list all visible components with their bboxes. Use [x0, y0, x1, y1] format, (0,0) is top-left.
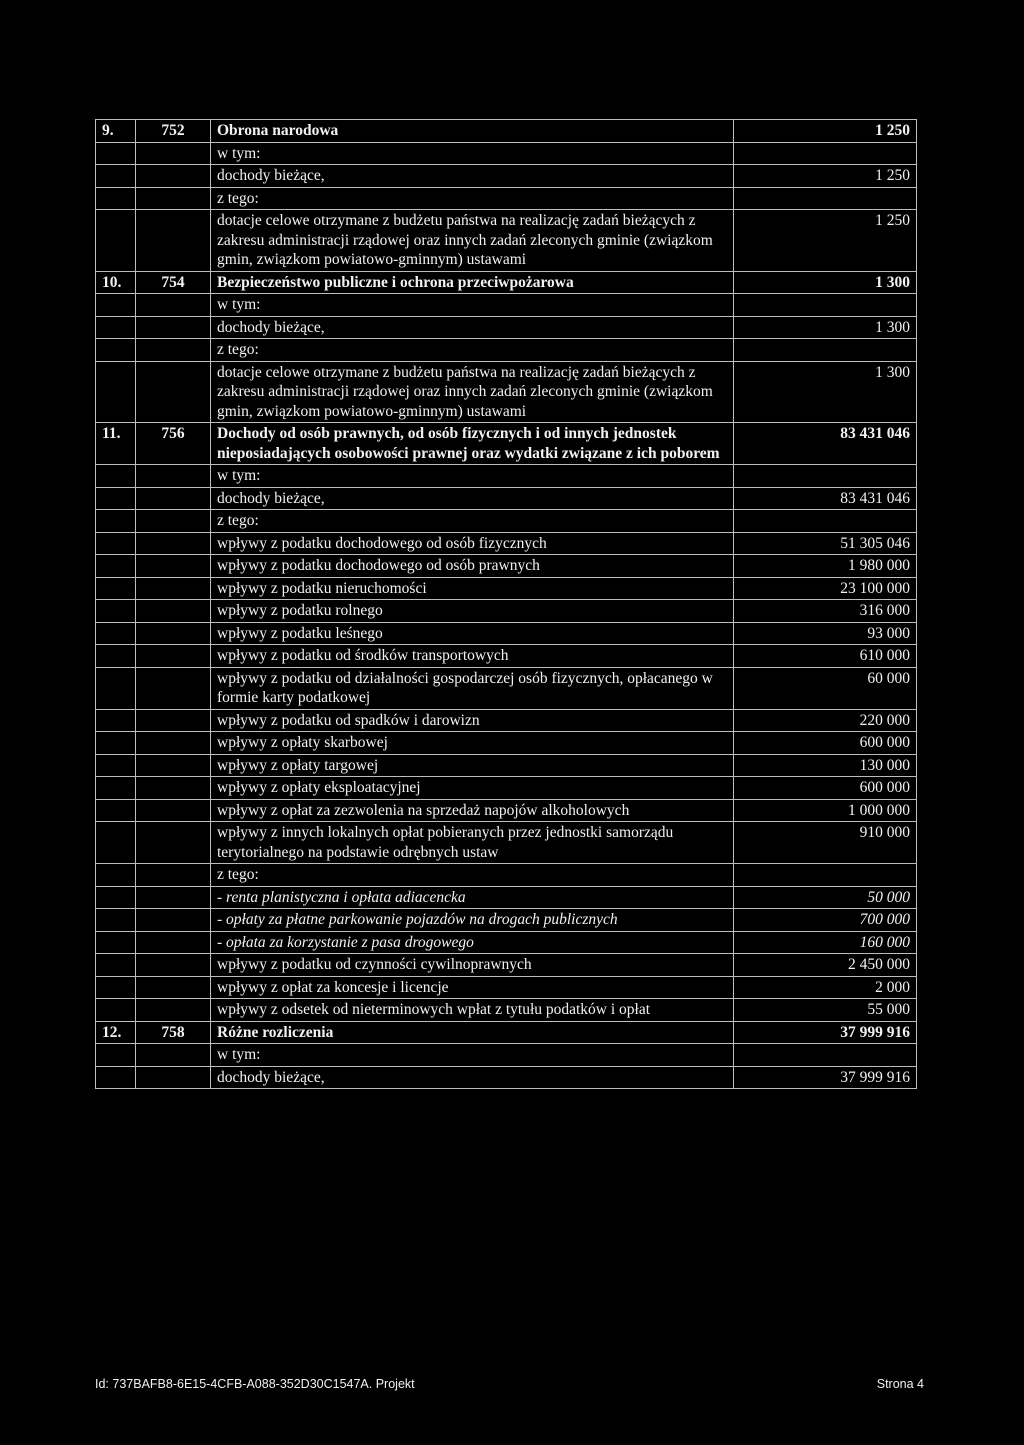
amount-cell: 2 000 — [734, 976, 917, 999]
amount-cell: 93 000 — [734, 622, 917, 645]
row-number-cell — [96, 577, 136, 600]
table-row — [96, 976, 917, 999]
row-number-cell — [96, 142, 136, 165]
amount-cell — [734, 510, 917, 533]
description-cell: dochody bieżące, — [211, 487, 734, 510]
section-code-cell: 754 — [136, 271, 211, 294]
table-row — [96, 1066, 917, 1089]
section-code-cell — [136, 1066, 211, 1089]
description-cell: wpływy z opłaty targowej — [211, 754, 734, 777]
description-cell: - opłaty za płatne parkowanie pojazdów na drogach publicznych — [211, 909, 734, 932]
amount-cell: 55 000 — [734, 999, 917, 1022]
description-cell: z tego: — [211, 187, 734, 210]
section-code-cell — [136, 909, 211, 932]
amount-cell — [734, 142, 917, 165]
description-cell: wpływy z opłat za zezwolenia na sprzedaż napojów alkoholowych — [211, 799, 734, 822]
section-code-cell — [136, 886, 211, 909]
table-row — [96, 361, 917, 423]
row-number-cell: 11. — [96, 423, 136, 465]
row-number-cell: 9. — [96, 120, 136, 143]
description-cell: wpływy z odsetek od nieterminowych wpłat z tytułu podatków i opłat — [211, 999, 734, 1022]
table-row — [96, 165, 917, 188]
description-cell: wpływy z opłaty skarbowej — [211, 732, 734, 755]
section-code-cell — [136, 210, 211, 272]
section-code-cell — [136, 361, 211, 423]
section-code-cell — [136, 555, 211, 578]
amount-cell: 600 000 — [734, 732, 917, 755]
table-row — [96, 709, 917, 732]
description-cell: dochody bieżące, — [211, 316, 734, 339]
section-code-cell — [136, 954, 211, 977]
section-code-cell — [136, 316, 211, 339]
section-code-cell — [136, 600, 211, 623]
description-cell: wpływy z podatku dochodowego od osób fizycznych — [211, 532, 734, 555]
description-cell: dotacje celowe otrzymane z budżetu państwa na realizację zadań bieżących z zakresu administracji rządowej oraz innych zadań zleconych gminie (związkom gmin, związkom powiatowo-gminnym) ustawami — [211, 210, 734, 272]
revenue-table — [95, 119, 917, 1089]
description-cell: z tego: — [211, 339, 734, 362]
row-number-cell — [96, 1044, 136, 1067]
row-number-cell — [96, 732, 136, 755]
amount-cell — [734, 187, 917, 210]
section-row — [96, 1021, 917, 1044]
section-code-cell — [136, 864, 211, 887]
section-code-cell — [136, 142, 211, 165]
description-cell: wpływy z podatku leśnego — [211, 622, 734, 645]
amount-cell: 50 000 — [734, 886, 917, 909]
description-cell: dotacje celowe otrzymane z budżetu państwa na realizację zadań bieżących z zakresu administracji rządowej oraz innych zadań zleconych gminie (związkom gmin, związkom powiatowo-gminnym) ustawami — [211, 361, 734, 423]
section-code-cell — [136, 931, 211, 954]
description-cell: wpływy z podatku od działalności gospodarczej osób fizycznych, opłacanego w formie karty podatkowej — [211, 667, 734, 709]
amount-cell — [734, 294, 917, 317]
section-code-cell — [136, 487, 211, 510]
section-code-cell: 756 — [136, 423, 211, 465]
table-row — [96, 577, 917, 600]
row-number-cell: 12. — [96, 1021, 136, 1044]
amount-cell: 2 450 000 — [734, 954, 917, 977]
description-cell: w tym: — [211, 294, 734, 317]
description-cell: dochody bieżące, — [211, 165, 734, 188]
description-cell: wpływy z innych lokalnych opłat pobieranych przez jednostki samorządu terytorialnego na podstawie odrębnych ustaw — [211, 822, 734, 864]
section-code-cell — [136, 577, 211, 600]
page-number: Strona 4 — [876, 1377, 924, 1391]
table-row — [96, 1044, 917, 1067]
row-number-cell — [96, 532, 136, 555]
amount-cell: 60 000 — [734, 667, 917, 709]
amount-cell: 600 000 — [734, 777, 917, 800]
row-number-cell — [96, 976, 136, 999]
description-cell: z tego: — [211, 864, 734, 887]
section-code-cell — [136, 799, 211, 822]
description-cell: wpływy z podatku nieruchomości — [211, 577, 734, 600]
table-row — [96, 777, 917, 800]
amount-cell: 1 250 — [734, 165, 917, 188]
table-row — [96, 294, 917, 317]
row-number-cell: 10. — [96, 271, 136, 294]
section-code-cell — [136, 709, 211, 732]
description-cell: z tego: — [211, 510, 734, 533]
row-number-cell — [96, 294, 136, 317]
amount-cell: 1 300 — [734, 316, 917, 339]
amount-cell: 160 000 — [734, 931, 917, 954]
table-row — [96, 316, 917, 339]
table-row — [96, 510, 917, 533]
row-number-cell — [96, 465, 136, 488]
table-row — [96, 187, 917, 210]
description-cell: dochody bieżące, — [211, 1066, 734, 1089]
section-code-cell — [136, 622, 211, 645]
amount-cell: 1 300 — [734, 361, 917, 423]
description-cell: wpływy z opłaty eksploatacyjnej — [211, 777, 734, 800]
table-row — [96, 339, 917, 362]
row-number-cell — [96, 210, 136, 272]
section-code-cell — [136, 465, 211, 488]
row-number-cell — [96, 777, 136, 800]
amount-cell: 1 980 000 — [734, 555, 917, 578]
amount-cell: 316 000 — [734, 600, 917, 623]
amount-cell: 1 300 — [734, 271, 917, 294]
table-row — [96, 667, 917, 709]
description-cell: w tym: — [211, 465, 734, 488]
description-cell: wpływy z podatku od środków transportowych — [211, 645, 734, 668]
row-number-cell — [96, 954, 136, 977]
description-cell: Obrona narodowa — [211, 120, 734, 143]
amount-cell — [734, 465, 917, 488]
table-row — [96, 622, 917, 645]
description-cell: wpływy z podatku rolnego — [211, 600, 734, 623]
row-number-cell — [96, 339, 136, 362]
section-code-cell — [136, 999, 211, 1022]
table-row — [96, 909, 917, 932]
table-row — [96, 886, 917, 909]
description-cell: wpływy z podatku od czynności cywilnoprawnych — [211, 954, 734, 977]
revenue-table-body — [96, 120, 917, 1089]
description-cell: wpływy z podatku dochodowego od osób prawnych — [211, 555, 734, 578]
section-code-cell — [136, 822, 211, 864]
row-number-cell — [96, 709, 136, 732]
section-code-cell — [136, 510, 211, 533]
amount-cell: 700 000 — [734, 909, 917, 932]
table-row — [96, 487, 917, 510]
section-code-cell — [136, 754, 211, 777]
row-number-cell — [96, 555, 136, 578]
description-cell: Dochody od osób prawnych, od osób fizycznych i od innych jednostek nieposiadających osobowości prawnej oraz wydatki związane z ich poborem — [211, 423, 734, 465]
row-number-cell — [96, 931, 136, 954]
amount-cell: 1 250 — [734, 120, 917, 143]
row-number-cell — [96, 510, 136, 533]
table-row — [96, 465, 917, 488]
section-code-cell — [136, 732, 211, 755]
row-number-cell — [96, 600, 136, 623]
row-number-cell — [96, 864, 136, 887]
table-row — [96, 954, 917, 977]
section-row — [96, 120, 917, 143]
section-code-cell — [136, 645, 211, 668]
table-row — [96, 142, 917, 165]
row-number-cell — [96, 187, 136, 210]
row-number-cell — [96, 799, 136, 822]
amount-cell: 220 000 — [734, 709, 917, 732]
row-number-cell — [96, 667, 136, 709]
description-cell: Bezpieczeństwo publiczne i ochrona przeciwpożarowa — [211, 271, 734, 294]
section-code-cell — [136, 976, 211, 999]
table-row — [96, 645, 917, 668]
amount-cell — [734, 864, 917, 887]
row-number-cell — [96, 822, 136, 864]
row-number-cell — [96, 622, 136, 645]
description-cell: Różne rozliczenia — [211, 1021, 734, 1044]
amount-cell — [734, 1044, 917, 1067]
section-code-cell — [136, 165, 211, 188]
table-row — [96, 532, 917, 555]
amount-cell: 51 305 046 — [734, 532, 917, 555]
row-number-cell — [96, 487, 136, 510]
table-row — [96, 999, 917, 1022]
section-code-cell — [136, 187, 211, 210]
description-cell: wpływy z podatku od spadków i darowizn — [211, 709, 734, 732]
amount-cell: 23 100 000 — [734, 577, 917, 600]
section-code-cell — [136, 777, 211, 800]
row-number-cell — [96, 645, 136, 668]
section-code-cell — [136, 294, 211, 317]
row-number-cell — [96, 886, 136, 909]
table-row — [96, 931, 917, 954]
table-row — [96, 600, 917, 623]
description-cell: w tym: — [211, 142, 734, 165]
row-number-cell — [96, 909, 136, 932]
table-row — [96, 799, 917, 822]
table-row — [96, 732, 917, 755]
section-code-cell — [136, 339, 211, 362]
description-cell: - renta planistyczna i opłata adiacencka — [211, 886, 734, 909]
table-row — [96, 210, 917, 272]
amount-cell: 610 000 — [734, 645, 917, 668]
section-code-cell: 758 — [136, 1021, 211, 1044]
amount-cell — [734, 339, 917, 362]
section-row — [96, 423, 917, 465]
row-number-cell — [96, 754, 136, 777]
row-number-cell — [96, 165, 136, 188]
amount-cell: 83 431 046 — [734, 487, 917, 510]
amount-cell: 1 250 — [734, 210, 917, 272]
amount-cell: 1 000 000 — [734, 799, 917, 822]
section-code-cell — [136, 532, 211, 555]
table-row — [96, 754, 917, 777]
amount-cell: 37 999 916 — [734, 1066, 917, 1089]
section-code-cell — [136, 1044, 211, 1067]
section-code-cell — [136, 667, 211, 709]
amount-cell: 130 000 — [734, 754, 917, 777]
section-row — [96, 271, 917, 294]
description-cell: w tym: — [211, 1044, 734, 1067]
document-id: Id: 737BAFB8-6E15-4CFB-A088-352D30C1547A. Projekt — [95, 1377, 415, 1391]
table-row — [96, 822, 917, 864]
amount-cell: 910 000 — [734, 822, 917, 864]
row-number-cell — [96, 1066, 136, 1089]
row-number-cell — [96, 316, 136, 339]
table-row — [96, 555, 917, 578]
row-number-cell — [96, 361, 136, 423]
amount-cell: 37 999 916 — [734, 1021, 917, 1044]
row-number-cell — [96, 999, 136, 1022]
amount-cell: 83 431 046 — [734, 423, 917, 465]
description-cell: wpływy z opłat za koncesje i licencje — [211, 976, 734, 999]
table-row — [96, 864, 917, 887]
description-cell: - opłata za korzystanie z pasa drogowego — [211, 931, 734, 954]
section-code-cell: 752 — [136, 120, 211, 143]
